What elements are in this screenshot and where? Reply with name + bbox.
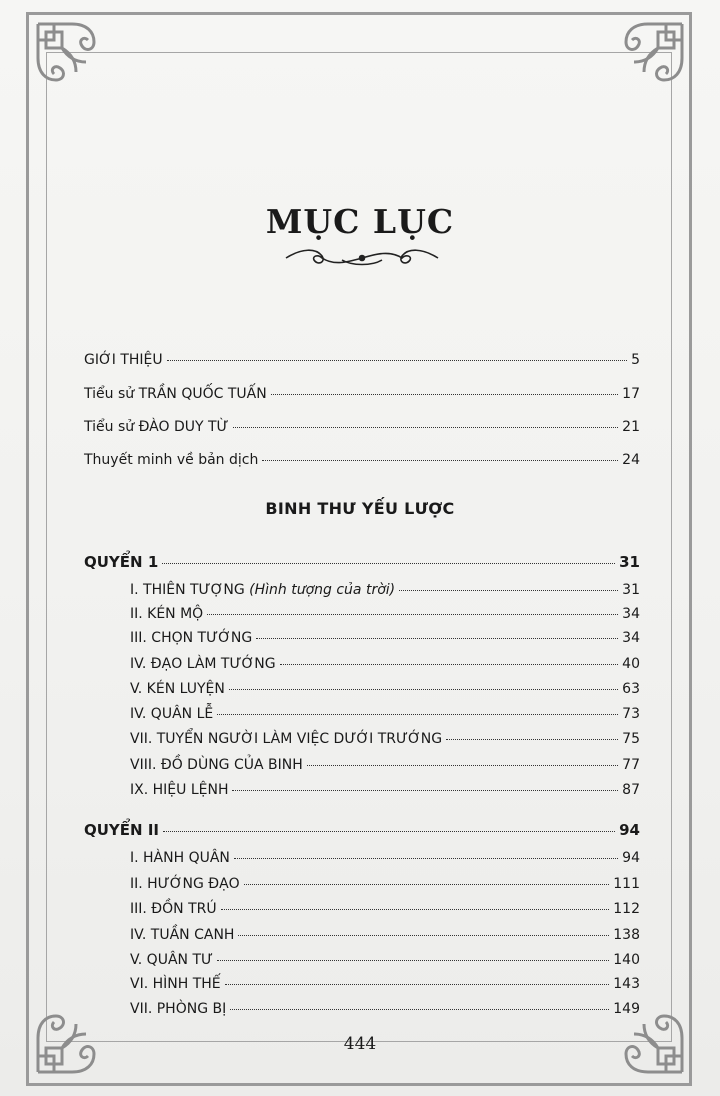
toc-entry-label: Tiểu sử TRẦN QUỐC TUẤN xyxy=(84,386,267,402)
dot-leader xyxy=(256,638,618,639)
chapter-page: 75 xyxy=(622,731,640,747)
chapter-page: 149 xyxy=(613,1001,640,1017)
chapter-entry[interactable] xyxy=(130,1001,640,1017)
toc-entry-label: Thuyết minh về bản dịch xyxy=(84,452,259,468)
corner-ornament-icon xyxy=(32,18,110,96)
chapter-label: III. CHỌN TƯỚNG xyxy=(130,630,253,646)
chapter-entry[interactable] xyxy=(130,681,640,697)
chapter-label: I. THIÊN TƯỢNG (Hình tượng của trời) xyxy=(130,582,396,598)
chapter-page: 138 xyxy=(613,927,640,943)
volume-entry[interactable] xyxy=(84,553,640,571)
chapter-entry[interactable] xyxy=(130,876,640,892)
chapter-entry[interactable] xyxy=(130,782,640,798)
chapter-page: 73 xyxy=(622,706,640,722)
chapter-page: 77 xyxy=(622,757,640,773)
chapter-page: 34 xyxy=(622,630,640,646)
chapter-label: VI. HÌNH THẾ xyxy=(130,976,221,992)
volume-label: QUYỂN II xyxy=(84,821,159,839)
toc-entry-page: 21 xyxy=(622,419,640,435)
dot-leader xyxy=(230,1009,609,1010)
corner-ornament-icon xyxy=(610,18,688,96)
chapter-label: II. HƯỚNG ĐẠO xyxy=(130,876,240,892)
section-title: BINH THƯ YẾU LƯỢC xyxy=(265,499,455,518)
page-number: 444 xyxy=(343,1034,377,1054)
dot-leader xyxy=(207,614,618,615)
chapter-entry[interactable] xyxy=(130,927,640,943)
dot-leader xyxy=(234,858,618,859)
dot-leader xyxy=(233,427,619,428)
dot-leader xyxy=(399,590,618,591)
chapter-entry[interactable] xyxy=(130,630,640,646)
chapter-page: 40 xyxy=(622,656,640,672)
volume-page: 94 xyxy=(619,821,640,839)
dot-leader xyxy=(307,765,618,766)
title-flourish-icon xyxy=(282,246,442,270)
chapter-page: 31 xyxy=(622,582,640,598)
dot-leader xyxy=(446,739,618,740)
chapter-page: 112 xyxy=(613,901,640,917)
dot-leader xyxy=(217,714,618,715)
dot-leader xyxy=(280,664,619,665)
chapter-page: 94 xyxy=(622,850,640,866)
toc-entry[interactable] xyxy=(84,352,640,368)
chapter-entry[interactable] xyxy=(130,952,640,968)
dot-leader xyxy=(167,360,627,361)
volume-entry[interactable] xyxy=(84,821,640,839)
chapter-entry[interactable] xyxy=(130,757,640,773)
chapter-entry[interactable] xyxy=(130,976,640,992)
chapter-page: 140 xyxy=(613,952,640,968)
dot-leader xyxy=(221,909,610,910)
chapter-entry[interactable] xyxy=(130,582,640,598)
volume-page: 31 xyxy=(619,553,640,571)
chapter-label: V. QUÂN TƯ xyxy=(130,952,214,968)
page-title: MỤC LỤC xyxy=(265,202,455,241)
dot-leader xyxy=(262,460,618,461)
chapter-label: IX. HIỆU LỆNH xyxy=(130,782,229,798)
chapter-page: 63 xyxy=(622,681,640,697)
chapter-page: 111 xyxy=(613,876,640,892)
toc-entry-page: 17 xyxy=(622,386,640,402)
chapter-label: III. ĐỒN TRÚ xyxy=(130,901,217,917)
toc-entry[interactable] xyxy=(84,419,640,435)
chapter-label: VII. PHÒNG BỊ xyxy=(130,1001,227,1017)
toc-entry-label: Tiểu sử ĐÀO DUY TỪ xyxy=(84,419,229,435)
chapter-label: IV. TUẦN CANH xyxy=(130,927,235,943)
dot-leader xyxy=(238,935,609,936)
dot-leader xyxy=(162,563,615,564)
toc-entry[interactable] xyxy=(84,386,640,402)
chapter-label: IV. QUÂN LỄ xyxy=(130,706,214,722)
chapter-label: VIII. ĐỒ DÙNG CỦA BINH xyxy=(130,757,303,773)
dot-leader xyxy=(217,960,609,961)
chapter-entry[interactable] xyxy=(130,706,640,722)
toc-entry-page: 5 xyxy=(631,352,640,368)
chapter-label: II. KÉN MỘ xyxy=(130,606,204,622)
toc-entry-label: GIỚI THIỆU xyxy=(84,352,163,368)
dot-leader xyxy=(232,790,618,791)
chapter-entry[interactable] xyxy=(130,850,640,866)
toc-entry[interactable] xyxy=(84,452,640,468)
toc-entry-page: 24 xyxy=(622,452,640,468)
inner-frame-border xyxy=(46,52,672,1042)
dot-leader xyxy=(163,831,615,832)
chapter-label: VII. TUYỂN NGƯỜI LÀM VIỆC DƯỚI TRƯỚNG xyxy=(130,731,443,747)
dot-leader xyxy=(229,689,618,690)
volume-label: QUYỂN 1 xyxy=(84,553,159,571)
chapter-page: 87 xyxy=(622,782,640,798)
chapter-page: 34 xyxy=(622,606,640,622)
chapter-page: 143 xyxy=(613,976,640,992)
chapter-note: (Hình tượng của trời) xyxy=(249,582,396,598)
chapter-entry[interactable] xyxy=(130,901,640,917)
dot-leader xyxy=(244,884,610,885)
chapter-entry[interactable] xyxy=(130,606,640,622)
chapter-label: IV. ĐẠO LÀM TƯỚNG xyxy=(130,656,276,672)
dot-leader xyxy=(271,394,618,395)
chapter-entry[interactable] xyxy=(130,656,640,672)
chapter-label: I. HÀNH QUÂN xyxy=(130,850,230,866)
chapter-entry[interactable] xyxy=(130,731,640,747)
dot-leader xyxy=(225,984,610,985)
chapter-label: V. KÉN LUYỆN xyxy=(130,681,225,697)
